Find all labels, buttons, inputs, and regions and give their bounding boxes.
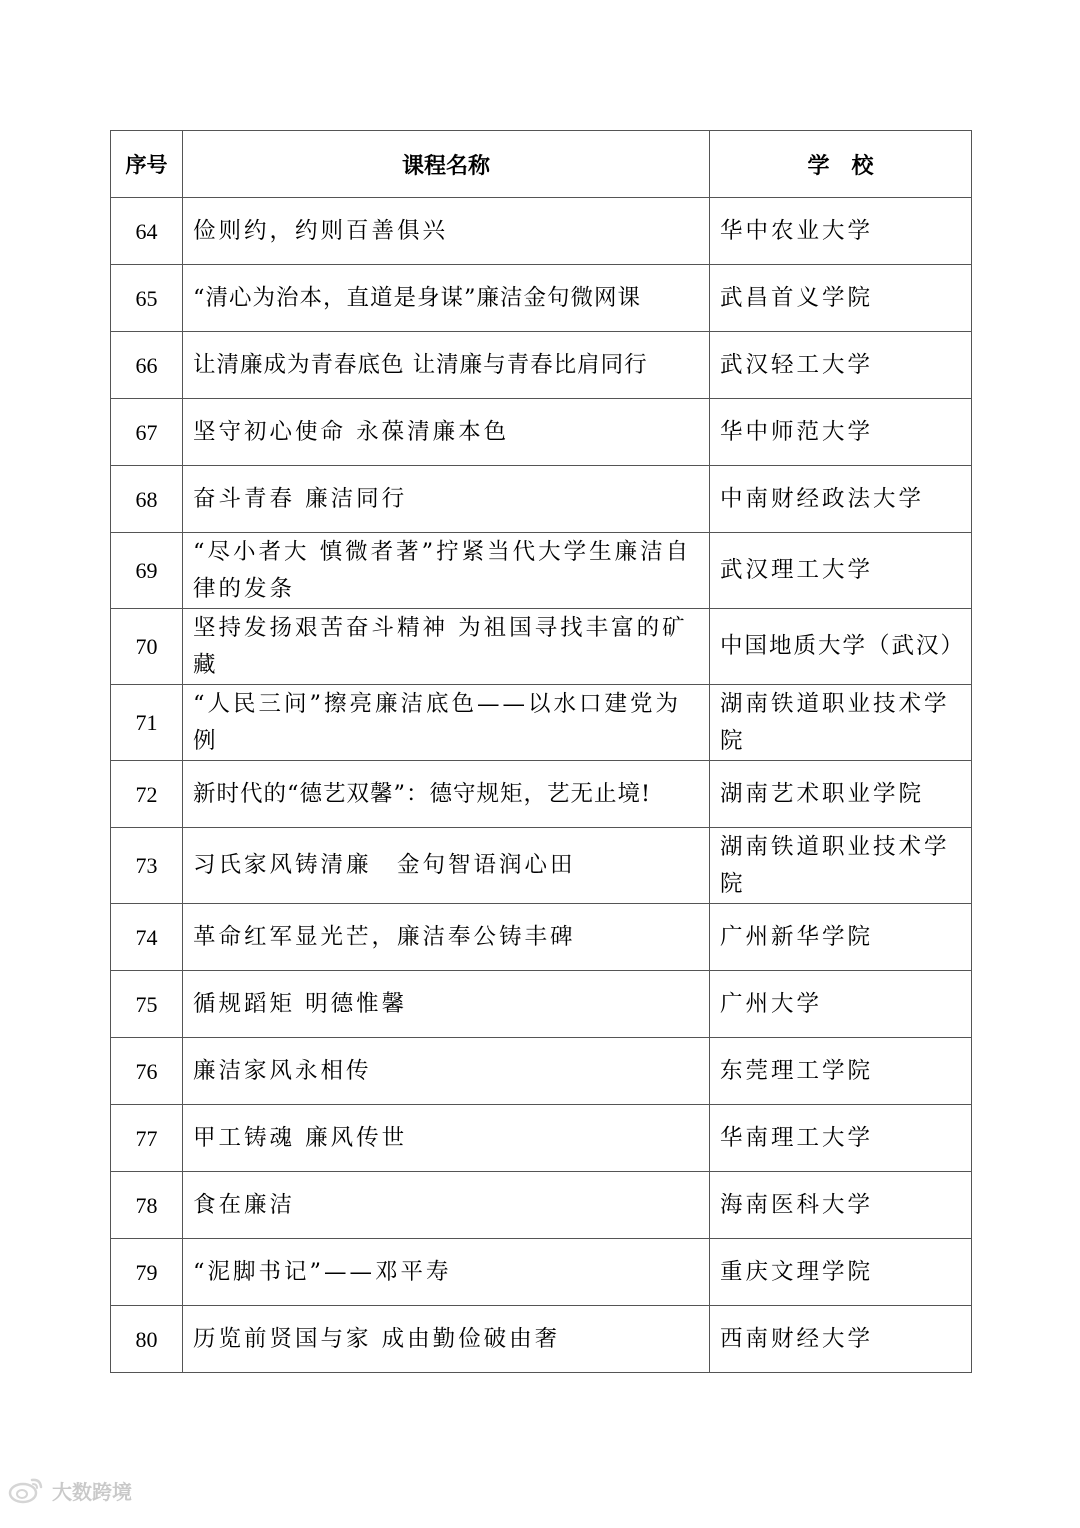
course-name: “尽小者大 慎微者著”拧紧当代大学生廉洁自律的发条 <box>183 533 710 609</box>
school-name: 武汉理工大学 <box>710 533 972 609</box>
table-header-row <box>111 131 972 198</box>
course-name: 食在廉洁 <box>183 1172 710 1239</box>
school-name: 湖南艺术职业学院 <box>710 761 972 828</box>
course-name: 坚持发扬艰苦奋斗精神 为祖国寻找丰富的矿藏 <box>183 609 710 685</box>
school-name: 华中农业大学 <box>710 198 972 265</box>
school-name: 西南财经大学 <box>710 1306 972 1373</box>
course-name: “泥脚书记”——邓平寿 <box>183 1239 710 1306</box>
course-name: 奋斗青春 廉洁同行 <box>183 466 710 533</box>
course-name: 革命红军显光芒，廉洁奉公铸丰碑 <box>183 904 710 971</box>
school-name: 中国地质大学（武汉） <box>710 609 972 685</box>
row-number: 65 <box>111 265 183 332</box>
row-number: 74 <box>111 904 183 971</box>
table-row <box>111 904 972 971</box>
course-table <box>110 130 972 1373</box>
row-number: 71 <box>111 685 183 761</box>
school-name: 重庆文理学院 <box>710 1239 972 1306</box>
course-name: “人民三问”擦亮廉洁底色——以水口建党为例 <box>183 685 710 761</box>
course-name: 甲工铸魂 廉风传世 <box>183 1105 710 1172</box>
header-school <box>710 131 972 198</box>
course-name: 廉洁家风永相传 <box>183 1038 710 1105</box>
school-name: 中南财经政法大学 <box>710 466 972 533</box>
table-row <box>111 466 972 533</box>
row-number: 70 <box>111 609 183 685</box>
row-number: 75 <box>111 971 183 1038</box>
course-name: 坚守初心使命 永葆清廉本色 <box>183 399 710 466</box>
weibo-logo-icon <box>8 1476 46 1504</box>
table-row <box>111 761 972 828</box>
table-row <box>111 1306 972 1373</box>
header-school-label: 学 校 <box>807 153 874 179</box>
school-name: 湖南铁道职业技术学院 <box>710 828 972 904</box>
table-row <box>111 971 972 1038</box>
watermark-text: 大数跨境 <box>52 1479 132 1504</box>
row-number: 64 <box>111 198 183 265</box>
course-name: 新时代的“德艺双馨”：德守规矩，艺无止境! <box>183 761 710 828</box>
table-row <box>111 1172 972 1239</box>
course-name: 历览前贤国与家 成由勤俭破由奢 <box>183 1306 710 1373</box>
school-name: 湖南铁道职业技术学院 <box>710 685 972 761</box>
table-row <box>111 1038 972 1105</box>
school-name: 华中师范大学 <box>710 399 972 466</box>
table-row <box>111 1105 972 1172</box>
course-name: 循规蹈矩 明德惟馨 <box>183 971 710 1038</box>
table-row <box>111 533 972 609</box>
table-row <box>111 399 972 466</box>
row-number: 72 <box>111 761 183 828</box>
school-name: 海南医科大学 <box>710 1172 972 1239</box>
school-name: 武汉轻工大学 <box>710 332 972 399</box>
row-number: 69 <box>111 533 183 609</box>
row-number: 79 <box>111 1239 183 1306</box>
table-row <box>111 265 972 332</box>
table-row <box>111 685 972 761</box>
school-name: 广州新华学院 <box>710 904 972 971</box>
course-name: 俭则约，约则百善俱兴 <box>183 198 710 265</box>
row-number: 68 <box>111 466 183 533</box>
table-row <box>111 828 972 904</box>
row-number: 73 <box>111 828 183 904</box>
header-course-name: 课程名称 <box>183 131 710 198</box>
row-number: 76 <box>111 1038 183 1105</box>
table-row <box>111 609 972 685</box>
row-number: 77 <box>111 1105 183 1172</box>
table-row <box>111 198 972 265</box>
course-name: “清心为治本，直道是身谋”廉洁金句微网课 <box>183 265 710 332</box>
row-number: 66 <box>111 332 183 399</box>
school-name: 武昌首义学院 <box>710 265 972 332</box>
course-name: 让清廉成为青春底色 让清廉与青春比肩同行 <box>183 332 710 399</box>
school-name: 华南理工大学 <box>710 1105 972 1172</box>
row-number: 67 <box>111 399 183 466</box>
table-row <box>111 332 972 399</box>
school-name: 广州大学 <box>710 971 972 1038</box>
row-number: 80 <box>111 1306 183 1373</box>
course-name: 习氏家风铸清廉 金句智语润心田 <box>183 828 710 904</box>
school-name: 东莞理工学院 <box>710 1038 972 1105</box>
table-row <box>111 1239 972 1306</box>
header-number: 序号 <box>111 131 183 198</box>
row-number: 78 <box>111 1172 183 1239</box>
watermark <box>8 1470 132 1510</box>
